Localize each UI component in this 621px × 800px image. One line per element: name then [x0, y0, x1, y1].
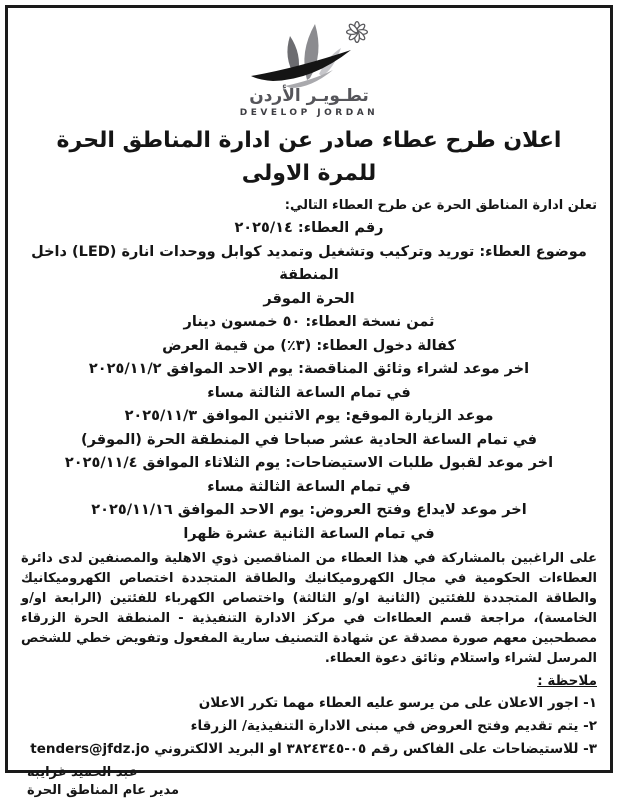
detail-tender-number: رقم العطاء: ٢٠٢٥/١٤ — [234, 220, 384, 236]
announcement-title — [21, 124, 597, 190]
signature-title: مدير عام المناطق الحرة — [27, 783, 180, 798]
detail-docs-purchase-time: في تمام الساعة الثالثة مساء — [207, 384, 411, 401]
signature-block — [21, 764, 597, 800]
detail-submission-time: في تمام الساعة الثانية عشرة ظهرا — [183, 525, 435, 542]
title-line-2: للمرة الاولى — [241, 161, 377, 186]
detail-clarifications-deadline: اخر موعد لقبول طلبات الاستيضاحات: يوم الثلاثاء الموافق ٢٠٢٥/١١/٤ — [64, 455, 554, 471]
notes-list — [21, 692, 597, 761]
detail-subject-continuation: الحرة الموقر — [263, 290, 355, 307]
tender-details — [21, 217, 597, 546]
detail-submission-deadline: اخر موعد لايداع وفتح العروض: يوم الاحد الموافق ٢٠٢٥/١١/١٦ — [91, 502, 527, 518]
detail-subject: موضوع العطاء: توريد وتركيب وتشغيل وتمديد كوابل ووحدات انارة (LED) داخل المنطقة — [31, 243, 587, 283]
detail-copy-price: ثمن نسخة العطاء: ٥٠ خمسون دينار — [183, 314, 435, 330]
star-icon — [347, 22, 368, 43]
note-advert-fees: ١- اجور الاعلان على من يرسو عليه العطاء مهما تكرر الاعلان — [198, 695, 597, 711]
eligibility-paragraph: على الراغبين بالمشاركة في هذا العطاء من المناقصين ذوي الاهلية والمصنفين لدى دائرة العطاءات الحكومية في مجال الكهروميكانيك والطاقة المتجددة اختصاص الكهروميكانيك والطاقة المتجددة للفئتين (الثانية او/و الثالثة) واختصاص الكهرباء للفئتين (الرابعة او/و الخامسة)، مراجعة قسم العطاءات في مركز الادارة التنفيذية - المنطقة الحرة الزرقاء مصطحبين معهم صورة مصدقة عن شهادة التصنيف سارية المفعول وتفويض خطي للشخص المرسل لشراء واستلام وثائق دعوة العطاء. — [21, 551, 597, 666]
notes-heading: ملاحظة : — [537, 673, 597, 689]
detail-site-visit-time: في تمام الساعة الحادية عشر صباحا في المنطقة الحرة (الموقر) — [80, 431, 538, 448]
title-line-1: اعلان طرح عطاء صادر عن ادارة المناطق الحرة — [56, 128, 562, 153]
logo-arabic-name: تطـويـر الأردن — [249, 86, 369, 106]
note-contact-fax-email: ٣- للاستيضاحات على الفاكس رقم ٠٥-٣٨٢٤٣٤٥ او البريد الالكتروني tenders@jfdz.jo — [30, 741, 597, 757]
detail-bid-bond: كفالة دخول العطاء: (٣٪) من قيمة العرض — [162, 337, 456, 354]
detail-site-visit-date: موعد الزيارة الموقع: يوم الاثنين الموافق ٢٠٢٥/١١/٣ — [124, 408, 494, 424]
signature-name: عبد الحميد غرايبه — [27, 765, 138, 780]
detail-clarifications-time: في تمام الساعة الثالثة مساء — [207, 478, 411, 495]
note-submission-location: ٢- يتم تقديم وفتح العروض في مبنى الادارة التنفيذية/ الزرقاء — [190, 718, 597, 734]
develop-jordan-logo — [21, 14, 597, 119]
leaves-icon — [229, 18, 389, 88]
logo-english-name: DEVELOP JORDAN — [239, 108, 379, 118]
detail-docs-purchase-deadline: اخر موعد لشراء وثائق المناقصة: يوم الاحد الموافق ٢٠٢٥/١١/٢ — [88, 361, 530, 377]
document-frame — [5, 5, 613, 798]
intro-line: تعلن ادارة المناطق الحرة عن طرح العطاء التالي: — [284, 198, 597, 213]
